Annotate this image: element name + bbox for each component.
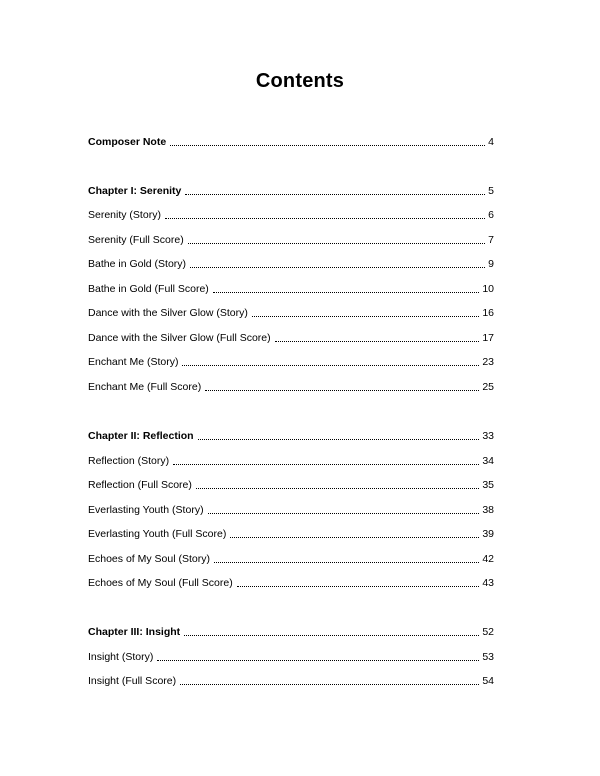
- toc-entry[interactable]: [88, 255, 494, 271]
- toc-entry-label: Bathe in Gold (Story): [88, 258, 187, 270]
- toc-entry[interactable]: [88, 648, 494, 664]
- dot-leader: [180, 684, 479, 685]
- dot-leader: [196, 488, 479, 489]
- dot-leader: [173, 464, 479, 465]
- toc-entry[interactable]: [88, 231, 494, 247]
- toc-entry[interactable]: [88, 378, 494, 394]
- toc-entry-page-number: 43: [482, 577, 494, 589]
- dot-leader: [185, 194, 485, 195]
- toc-entry-page-number: 33: [482, 430, 494, 442]
- toc-entry-label: Echoes of My Soul (Full Score): [88, 577, 233, 589]
- toc-entry[interactable]: [88, 353, 494, 369]
- toc-entry-page-number: 9: [488, 258, 494, 270]
- dot-leader: [230, 537, 479, 538]
- toc-entry-label: Composer Note: [88, 136, 167, 148]
- dot-leader: [190, 267, 485, 268]
- toc-entry-label: Everlasting Youth (Story): [88, 504, 204, 516]
- toc-entry[interactable]: [88, 206, 494, 222]
- toc-entry[interactable]: [88, 329, 494, 345]
- toc-heading-entry[interactable]: [88, 182, 494, 198]
- dot-leader: [165, 218, 485, 219]
- dot-leader: [182, 365, 479, 366]
- toc-entry-page-number: 38: [482, 504, 494, 516]
- dot-leader: [208, 513, 480, 514]
- dot-leader: [188, 243, 485, 244]
- toc-entry-page-number: 35: [482, 479, 494, 491]
- toc-entry-label: Echoes of My Soul (Story): [88, 553, 210, 565]
- toc-heading-entry[interactable]: [88, 623, 494, 639]
- toc-entry-label: Everlasting Youth (Full Score): [88, 528, 227, 540]
- toc-heading-entry[interactable]: [88, 133, 494, 149]
- dot-leader: [252, 316, 479, 317]
- dot-leader: [275, 341, 480, 342]
- toc-entry-label: Serenity (Full Score): [88, 234, 184, 246]
- dot-leader: [205, 390, 479, 391]
- toc-entry-page-number: 4: [488, 136, 494, 148]
- toc-entry-page-number: 39: [482, 528, 494, 540]
- toc-entry-label: Insight (Story): [88, 651, 154, 663]
- toc-entry[interactable]: [88, 452, 494, 468]
- page-title: Contents: [255, 70, 345, 92]
- toc-entry[interactable]: [88, 476, 494, 492]
- toc-entry-label: Chapter II: Reflection: [88, 430, 194, 442]
- toc-entry-page-number: 34: [482, 455, 494, 467]
- toc-entry-page-number: 16: [482, 307, 494, 319]
- toc-entry[interactable]: [88, 550, 494, 566]
- toc-heading-entry[interactable]: [88, 427, 494, 443]
- toc-entry-page-number: 53: [482, 651, 494, 663]
- toc-entry-label: Dance with the Silver Glow (Story): [88, 307, 248, 319]
- dot-leader: [170, 145, 485, 146]
- toc-entry-page-number: 6: [488, 209, 494, 221]
- toc-entry-page-number: 25: [482, 381, 494, 393]
- toc-entry-label: Serenity (Story): [88, 209, 161, 221]
- dot-leader: [157, 660, 479, 661]
- toc-entry-label: Chapter III: Insight: [88, 626, 181, 638]
- toc-entry-page-number: 52: [482, 626, 494, 638]
- toc-entry[interactable]: [88, 574, 494, 590]
- toc-entry-label: Bathe in Gold (Full Score): [88, 283, 209, 295]
- toc-entry-page-number: 7: [488, 234, 494, 246]
- toc-entry-label: Reflection (Story): [88, 455, 170, 467]
- toc-entry[interactable]: [88, 304, 494, 320]
- dot-leader: [214, 562, 479, 563]
- dot-leader: [184, 635, 479, 636]
- dot-leader: [237, 586, 480, 587]
- toc-entry-label: Enchant Me (Story): [88, 356, 179, 368]
- toc-entry-page-number: 23: [482, 356, 494, 368]
- toc-entry-label: Chapter I: Serenity: [88, 185, 182, 197]
- toc-entry[interactable]: [88, 280, 494, 296]
- toc-entry[interactable]: [88, 525, 494, 541]
- toc-entry-page-number: 5: [488, 185, 494, 197]
- toc-entry-label: Insight (Full Score): [88, 675, 177, 687]
- toc-entry-label: Reflection (Full Score): [88, 479, 192, 491]
- toc-entry-label: Enchant Me (Full Score): [88, 381, 202, 393]
- dot-leader: [198, 439, 480, 440]
- toc-entry-page-number: 10: [482, 283, 494, 295]
- toc-entry[interactable]: [88, 672, 494, 688]
- toc-entry[interactable]: [88, 501, 494, 517]
- dot-leader: [213, 292, 480, 293]
- toc-entry-page-number: 42: [482, 553, 494, 565]
- toc-entry-label: Dance with the Silver Glow (Full Score): [88, 332, 271, 344]
- toc-entry-page-number: 54: [482, 675, 494, 687]
- toc-entry-page-number: 17: [482, 332, 494, 344]
